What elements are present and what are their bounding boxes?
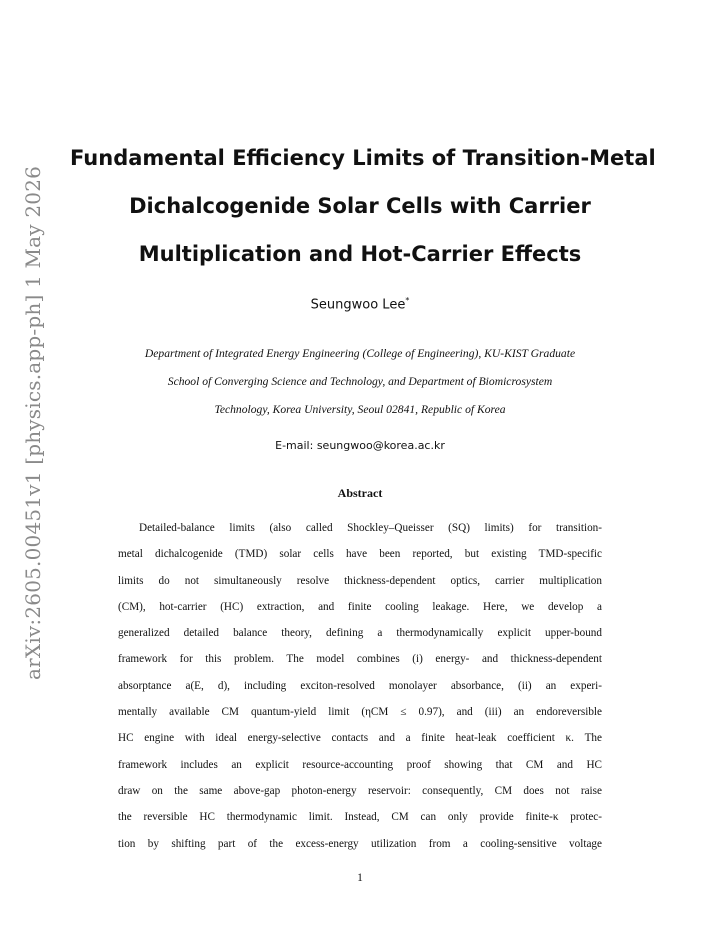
affiliation-line: Department of Integrated Energy Engineering (College of Engineering), KU-KIST Graduate (144, 347, 576, 360)
abstract-line: limits do not simultaneously resolve thickness-dependent optics, carrier multiplication (118, 574, 602, 587)
abstract-heading: Abstract (337, 486, 383, 500)
abstract-line: framework for this problem. The model combines (i) energy- and thickness-dependent (118, 653, 602, 666)
title-line: Dichalcogenide Solar Cells with Carrier (129, 194, 591, 218)
contact-email: E-mail: seungwoo@korea.ac.kr (275, 439, 445, 452)
abstract-line: generalized detailed balance theory, defining a thermodynamically explicit upper-bound (118, 627, 602, 640)
abstract-line: the reversible HC thermodynamic limit. Instead, CM can only provide finite-κ protec- (118, 811, 602, 824)
abstract-line: draw on the same above-gap photon-energy reservoir: consequently, CM does not raise (118, 784, 602, 797)
abstract-line: framework includes an explicit resource-accounting proof showing that CM and HC (118, 758, 602, 771)
abstract-line: mentally available CM quantum-yield limit (ηCM ≤ 0.97), and (iii) an endoreversible (118, 706, 602, 719)
abstract-line: tion by shifting part of the excess-energy utilization from a cooling-sensitive voltage (118, 837, 602, 850)
abstract-body (118, 515, 602, 857)
abstract-line: (CM), hot-carrier (HC) extraction, and finite cooling leakage. Here, we develop a (118, 600, 602, 613)
arxiv-identifier: arXiv:2605.00451v1 [physics.app-ph] 1 May 2026 (21, 165, 45, 680)
author (0, 296, 720, 312)
corresponding-author-mark: * (405, 296, 410, 305)
page-number: 1 (357, 872, 363, 884)
affiliation (60, 340, 660, 424)
affiliation-line: School of Converging Science and Technology, and Department of Biomicrosystem (167, 375, 553, 388)
title-line: Fundamental Efficiency Limits of Transition-Metal (70, 146, 656, 170)
paper-title (70, 134, 656, 278)
abstract-line: HC engine with ideal energy-selective contacts and a finite heat-leak coefficient κ. The (118, 732, 602, 745)
abstract-line: absorptance a(E, d), including exciton-resolved monolayer absorbance, (ii) an experi- (118, 679, 602, 692)
author-name: Seungwoo Lee (310, 297, 406, 313)
affiliation-line: Technology, Korea University, Seoul 02841, Republic of Korea (214, 403, 506, 416)
abstract-line: metal dichalcogenide (TMD) solar cells have been reported, but existing TMD-specific (118, 548, 602, 561)
title-line: Multiplication and Hot-Carrier Effects (138, 242, 582, 266)
abstract-line: Detailed-balance limits (also called Shockley–Queisser (SQ) limits) for transition- (139, 522, 602, 534)
